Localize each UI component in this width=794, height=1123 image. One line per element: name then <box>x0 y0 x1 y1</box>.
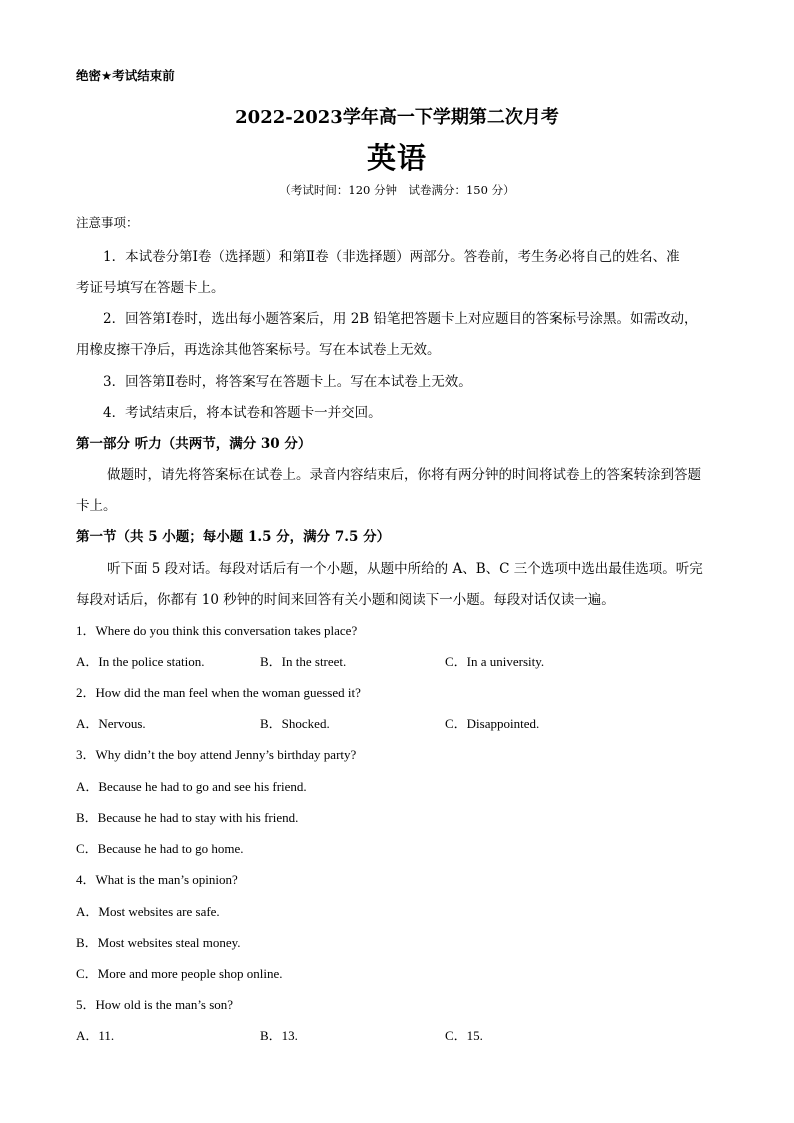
exam-title: 2022-2023学年高一下学期第二次月考 <box>235 107 559 128</box>
question-2-option-b: B．Shocked. <box>260 716 330 731</box>
question-5-option-c: C．15. <box>445 1028 483 1043</box>
note-item-1-line-1: 1．本试卷分第Ⅰ卷（选择题）和第Ⅱ卷（非选择题）两部分。答卷前，考生务必将自己的姓名、准 <box>103 249 680 265</box>
note-item-1-line-2: 考证号填写在答题卡上。 <box>76 280 225 296</box>
question-2-option-c: C．Disappointed. <box>445 716 540 731</box>
question-5-option-a: A．11. <box>76 1028 115 1043</box>
question-3-option-c: C．Because he had to go home. <box>76 841 244 856</box>
part1-heading: 第一部分 听力（共两节，满分 30 分） <box>76 436 312 452</box>
question-3-option-a: A．Because he had to go and see his friend. <box>76 779 307 794</box>
note-item-3: 3．回答第Ⅱ卷时，将答案写在答题卡上。写在本试卷上无效。 <box>103 374 472 390</box>
time-info: （考试时间：120 分钟 试卷满分：150 分） <box>279 183 515 197</box>
subject-title: 英语 <box>366 141 427 175</box>
question-3: 3．Why didn’t the boy attend Jenny’s birthday party? <box>76 747 357 762</box>
section1-heading: 第一节（共 5 小题；每小题 1.5 分，满分 7.5 分） <box>76 529 391 545</box>
question-5: 5．How old is the man’s son? <box>76 997 234 1012</box>
note-item-2-line-2: 用橡皮擦干净后，再选涂其他答案标号。写在本试卷上无效。 <box>76 342 441 358</box>
question-4: 4．What is the man’s opinion? <box>76 872 238 887</box>
part1-instruction-line-1: 做题时，请先将答案标在试卷上。录音内容结束后，你将有两分钟的时间将试卷上的答案转涂到答题 <box>107 467 701 483</box>
question-4-option-c: C．More and more people shop online. <box>76 966 283 981</box>
question-4-option-b: B．Most websites steal money. <box>76 935 241 950</box>
secret-mark: 绝密★考试结束前 <box>76 68 175 83</box>
question-4-option-a: A．Most websites are safe. <box>76 904 220 919</box>
notes-heading: 注意事项： <box>76 215 139 230</box>
note-item-2-line-1: 2．回答第Ⅰ卷时，选出每小题答案后，用 2B 铅笔把答题卡上对应题目的答案标号涂黑。如需改动， <box>103 311 698 327</box>
question-5-option-b: B．13. <box>260 1028 298 1043</box>
question-2: 2．How did the man feel when the woman guessed it? <box>76 685 361 700</box>
question-3-option-b: B．Because he had to stay with his friend. <box>76 810 299 825</box>
question-2-option-a: A．Nervous. <box>76 716 146 731</box>
part1-instruction-line-2: 卡上。 <box>76 498 117 514</box>
question-1: 1．Where do you think this conversation takes place? <box>76 623 358 638</box>
question-1-option-a: A．In the police station. <box>76 654 205 669</box>
question-1-option-c: C．In a university. <box>445 654 545 669</box>
section1-instruction-line-1: 听下面 5 段对话。每段对话后有一个小题，从题中所给的 A、B、C 三个选项中选出最佳选项。听完 <box>107 561 703 577</box>
note-item-4: 4．考试结束后，将本试卷和答题卡一并交回。 <box>103 405 382 421</box>
question-1-option-b: B．In the street. <box>260 654 347 669</box>
section1-instruction-line-2: 每段对话后，你都有 10 秒钟的时间来回答有关小题和阅读下一小题。每段对话仅读一遍。 <box>76 592 615 608</box>
